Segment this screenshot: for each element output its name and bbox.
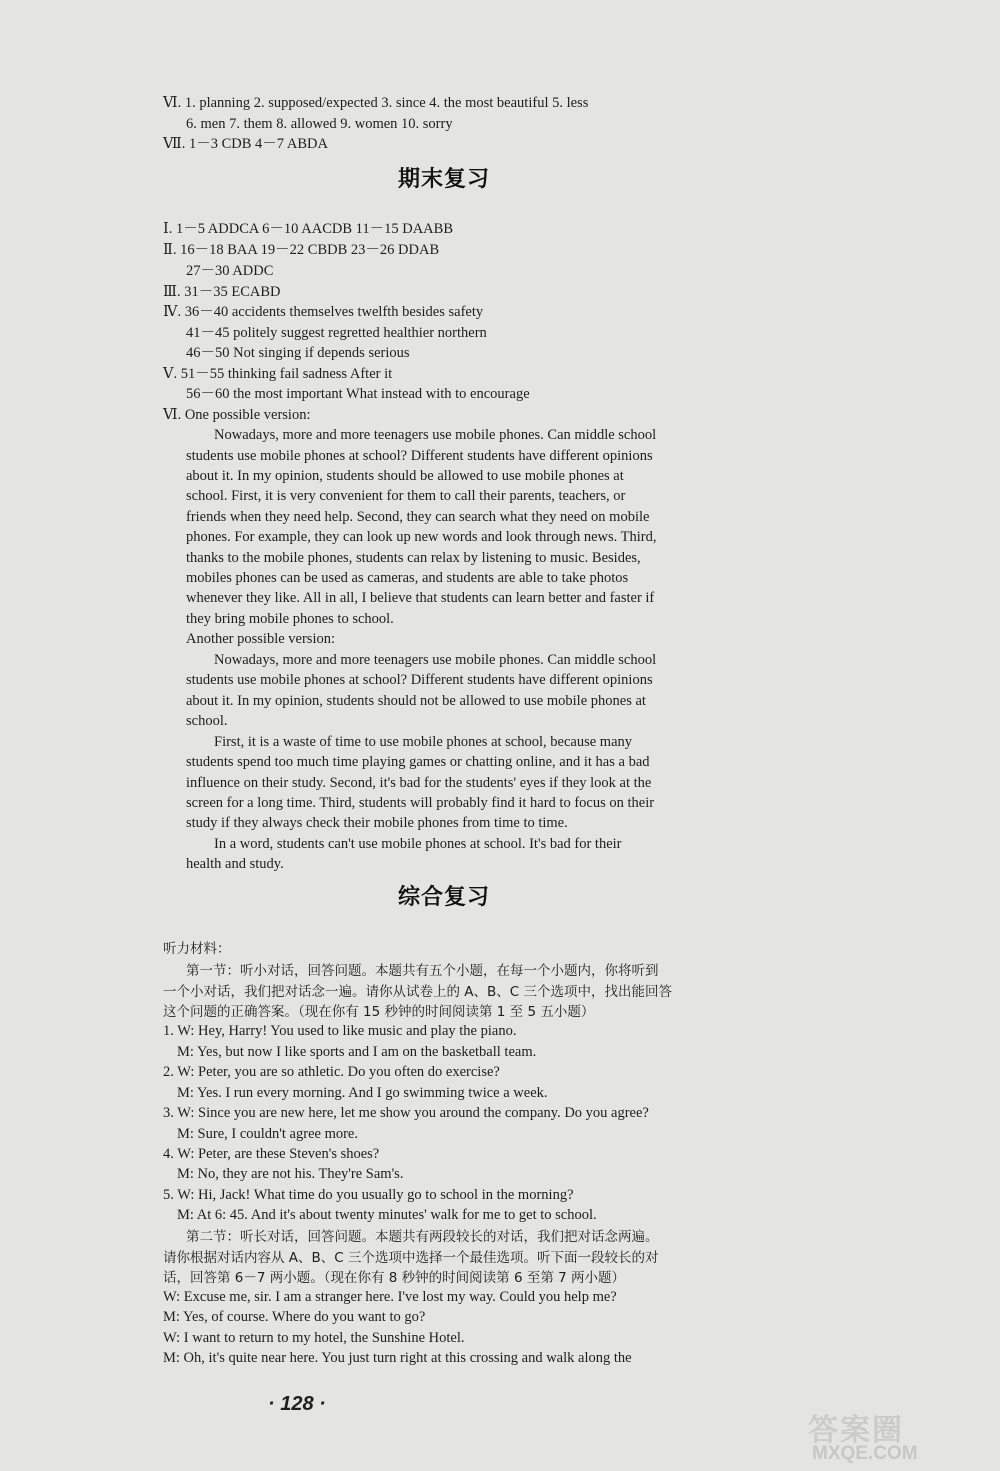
dialogue-line: W: Excuse me, sir. I am a stranger here. I've lost my way. Could you help me? [163, 1289, 617, 1305]
essay-line: study if they always check their mobile phones from time to time. [186, 815, 568, 831]
dialogue-line: M: At 6: 45. And it's about twenty minutes' walk for me to get to school. [177, 1207, 597, 1223]
answer-line: 27－30 ADDC [186, 263, 274, 279]
essay-line: In a word, students can't use mobile phones at school. It's bad for their [214, 836, 622, 852]
dialogue-line: 2. W: Peter, you are so athletic. Do you often do exercise? [163, 1064, 500, 1080]
answer-line: Ⅶ. 1－3 CDB 4－7 ABDA [163, 136, 328, 152]
instruction-line: 这个问题的正确答案。（现在你有 15 秒钟的时间阅读第 1 至 5 五小题） [163, 1004, 595, 1020]
essay-line: Nowadays, more and more teenagers use mobile phones. Can middle school [214, 427, 657, 443]
answer-line: Ⅵ. 1. planning 2. supposed/expected 3. since 4. the most beautiful 5. less [163, 95, 589, 111]
essay-label: Another possible version: [186, 631, 336, 647]
page-number: · 128 · [268, 1393, 326, 1415]
instruction-line: 第二节：听长对话，回答问题。本题共有两段较长的对话，我们把对话念两遍。 [186, 1229, 659, 1245]
dialogue-line: M: Sure, I couldn't agree more. [177, 1126, 358, 1142]
watermark [808, 1405, 998, 1465]
dialogue-line: M: No, they are not his. They're Sam's. [177, 1166, 404, 1182]
dialogue-line: 4. W: Peter, are these Steven's shoes? [163, 1146, 380, 1162]
dialogue-line: M: Oh, it's quite near here. You just turn right at this crossing and walk along the [163, 1350, 632, 1366]
dialogue-line: W: I want to return to my hotel, the Sunshine Hotel. [163, 1330, 465, 1346]
essay-line: about it. In my opinion, students should not be allowed to use mobile phones at [186, 693, 646, 709]
instruction-line: 话，回答第 6－7 两小题。（现在你有 8 秒钟的时间阅读第 6 至第 7 两小题） [163, 1270, 626, 1286]
dialogue-line: M: Yes, but now I like sports and I am on the basketball team. [177, 1044, 537, 1060]
watermark-url: MXQE.COM [812, 1443, 918, 1464]
answer-line: Ⅰ. 1－5 ADDCA 6－10 AACDB 11－15 DAABB [163, 221, 453, 237]
dialogue-line: M: Yes. I run every morning. And I go swimming twice a week. [177, 1085, 548, 1101]
answer-line: Ⅱ. 16－18 BAA 19－22 CBDB 23－26 DDAB [163, 242, 440, 258]
dialogue-line: 3. W: Since you are new here, let me show you around the company. Do you agree? [163, 1105, 649, 1121]
answer-line: Ⅳ. 36－40 accidents themselves twelfth besides safety [163, 304, 484, 320]
essay-line: Nowadays, more and more teenagers use mobile phones. Can middle school [214, 652, 657, 668]
answer-line: 46－50 Not singing if depends serious [186, 345, 410, 361]
dialogue-line: 5. W: Hi, Jack! What time do you usually go to school in the morning? [163, 1187, 574, 1203]
instruction-line: 请你根据对话内容从 A、B、C 三个选项中选择一个最佳选项。听下面一段较长的对 [163, 1250, 659, 1266]
essay-line: thanks to the mobile phones, students can relax by listening to music. Besides, [186, 550, 641, 566]
essay-line: students use mobile phones at school? Different students have different opinions [186, 672, 653, 688]
answer-line: Ⅵ. One possible version: [163, 407, 311, 423]
section-heading-review: 综合复习 [398, 885, 491, 910]
essay-line: phones. For example, they can look up new words and look through news. Third, [186, 529, 657, 545]
essay-line: screen for a long time. Third, students will probably find it hard to focus on their [186, 795, 655, 811]
section-heading-final: 期末复习 [398, 167, 491, 192]
essay-line: school. [186, 713, 228, 729]
essay-line: mobiles phones can be used as cameras, and students are able to take photos [186, 570, 629, 586]
dialogue-line: M: Yes, of course. Where do you want to go? [163, 1309, 426, 1325]
answer-line: 41－45 politely suggest regretted healthier northern [186, 325, 487, 341]
essay-line: health and study. [186, 856, 284, 872]
answer-line: 56－60 the most important What instead with to encourage [186, 386, 530, 402]
essay-line: students spend too much time playing games or chatting online, and it has a bad [186, 754, 650, 770]
essay-line: whenever they like. All in all, I believe that students can learn better and faster if [186, 590, 655, 606]
answer-line: 6. men 7. them 8. allowed 9. women 10. sorry [186, 116, 453, 132]
watermark-logo: 答案圈 [808, 1413, 904, 1448]
essay-line: friends when they need help. Second, they can search what they need on mobile [186, 509, 650, 525]
essay-line: they bring mobile phones to school. [186, 611, 394, 627]
instruction-line: 一个小对话，我们把对话念一遍。请你从试卷上的 A、B、C 三个选项中，找出能回答 [163, 984, 673, 1000]
essay-line: influence on their study. Second, it's bad for the students' eyes if they look at the [186, 775, 652, 791]
answer-line: Ⅲ. 31－35 ECABD [163, 284, 281, 300]
essay-line: about it. In my opinion, students should be allowed to use mobile phones at [186, 468, 624, 484]
essay-line: First, it is a waste of time to use mobile phones at school, because many [214, 734, 633, 750]
dialogue-line: 1. W: Hey, Harry! You used to like music and play the piano. [163, 1023, 517, 1039]
listening-label: 听力材料： [163, 941, 231, 957]
essay-line: students use mobile phones at school? Different students have different opinions [186, 448, 653, 464]
essay-line: school. First, it is very convenient for them to call their parents, teachers, or [186, 488, 626, 504]
instruction-line: 第一节：听小对话，回答问题。本题共有五个小题，在每一个小题内，你将听到 [186, 963, 659, 979]
answer-line: Ⅴ. 51－55 thinking fail sadness After it [163, 366, 393, 382]
